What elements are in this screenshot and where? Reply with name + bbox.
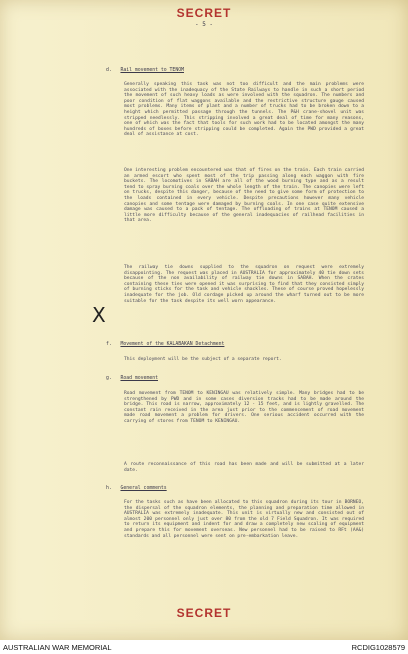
section-heading-general (106, 486, 167, 492)
section-heading-kalabakan (106, 342, 224, 348)
paragraph: A route reconnaissance of this road has been made and will be submitted at a later date. (124, 462, 364, 473)
section-title: Road movement (120, 376, 158, 381)
section-title: Rail movement to TENOM (120, 68, 184, 73)
handwritten-x-mark: X (92, 303, 106, 327)
paragraph: The railway tie downs supplied to the squadron on request were extremely disappointing. The request was placed in AUSTRALIA for approximately 40 tie down sets because of the non availability of railway tie downs in SABAH. When the crates containing these ties were opened it was surprising to find that they consisted simply of burning sticks for the task and vehicle shackles. These of course proved hopelessly inadequate for the job. Old cordage picked up around the wharf turned out to be more suitable for the task despite its well worn appearance. (124, 265, 364, 304)
section-title: Movement of the KALABAKAN Detachment (120, 342, 225, 347)
section-number: f. (106, 342, 112, 347)
page-number: - 5 - (194, 21, 214, 28)
section-number: h. (106, 486, 112, 491)
paragraph: For the tasks such as have been allocated to this squadron during its tour in BORNEO, the dispersal of the squadron elements, the planning and preparation time allowed in AUSTRALIA was extremely inadequate. This unit is virtually new and consisted out of almost 200 personnel only just over 80 from the old 7 Field Squadron. It was required to return its equipment and indent for and draw a completely new scaling of equipment and prepare this for movement overseas. New personnel had to be raised to RFt (AA&) standards and all personnel were sent on pre-embarkation leave. (124, 500, 364, 539)
archive-footer (0, 640, 408, 654)
section-heading-rail (106, 68, 184, 74)
paragraph: Road movement from TENOM to KENINGAU was relatively simple. Many bridges had to be strengthened by PWD and in some cases diversion tracks had to be made around the bridge. This road is narrow, approximately 12 - 15 feet, and is lightly gravelled. The constant rain received in the area just prior to the commencement of road movement made road movement a problem for drivers. One serious accident occurred with the carrying of stores from TENOM to KENINGAU. (124, 391, 364, 424)
paragraph: This deployment will be the subject of a separate report. (124, 357, 282, 362)
section-number: d. (106, 68, 112, 73)
classification-stamp-top: SECRET (176, 6, 232, 20)
section-heading-road (106, 376, 158, 382)
section-number: g. (106, 376, 112, 381)
classification-stamp-bottom: SECRET (176, 606, 232, 620)
paragraph: One interesting problem encountered was that of fires on the train. Each train carried an armed escort who spent most of the trip passing along each waggon with fire buckets. The locomotives in SABAH are all of the wood burning type and as a result tend to spray burning coals over the whole length of the train. The canopies were left on trucks, despite this danger, because of the need to give some form of protection to the loads contained in every vehicle. Despite precautions however many vehicle canopies and some tentage were damaged by burning coals. In one case quite extensive damage was caused to a pack of tentage. The offloading of trains at TENOM caused a little more difficulty because of the general inadequacies of railhead facilities in that area. (124, 168, 364, 224)
archive-reference: RCDIG1028579 (351, 643, 405, 652)
section-title: General comments (120, 486, 167, 491)
archive-name: AUSTRALIAN WAR MEMORIAL (3, 643, 112, 652)
paragraph: Generally speaking this task was not too difficult and the main problems were associated with the inadequacy of the State Railways to handle in such a short period the movement of such heavy loads as were involved with the squadron. The numbers and poor condition of flat waggons available and the restrictive structure gauge caused most problems. Many items of plant and a number of trucks had to be broken down to a height which permitted passage through the tunnels. The P&H crane-shovel unit was stripped needlessly. This stripping involved a great deal of time for many reasons, one of which was the fact that tools for such work had to be located amongst the many hundreds of boxes before stripping could be completed. Again the PWD provided a great deal of assistance at cost. (124, 82, 364, 138)
